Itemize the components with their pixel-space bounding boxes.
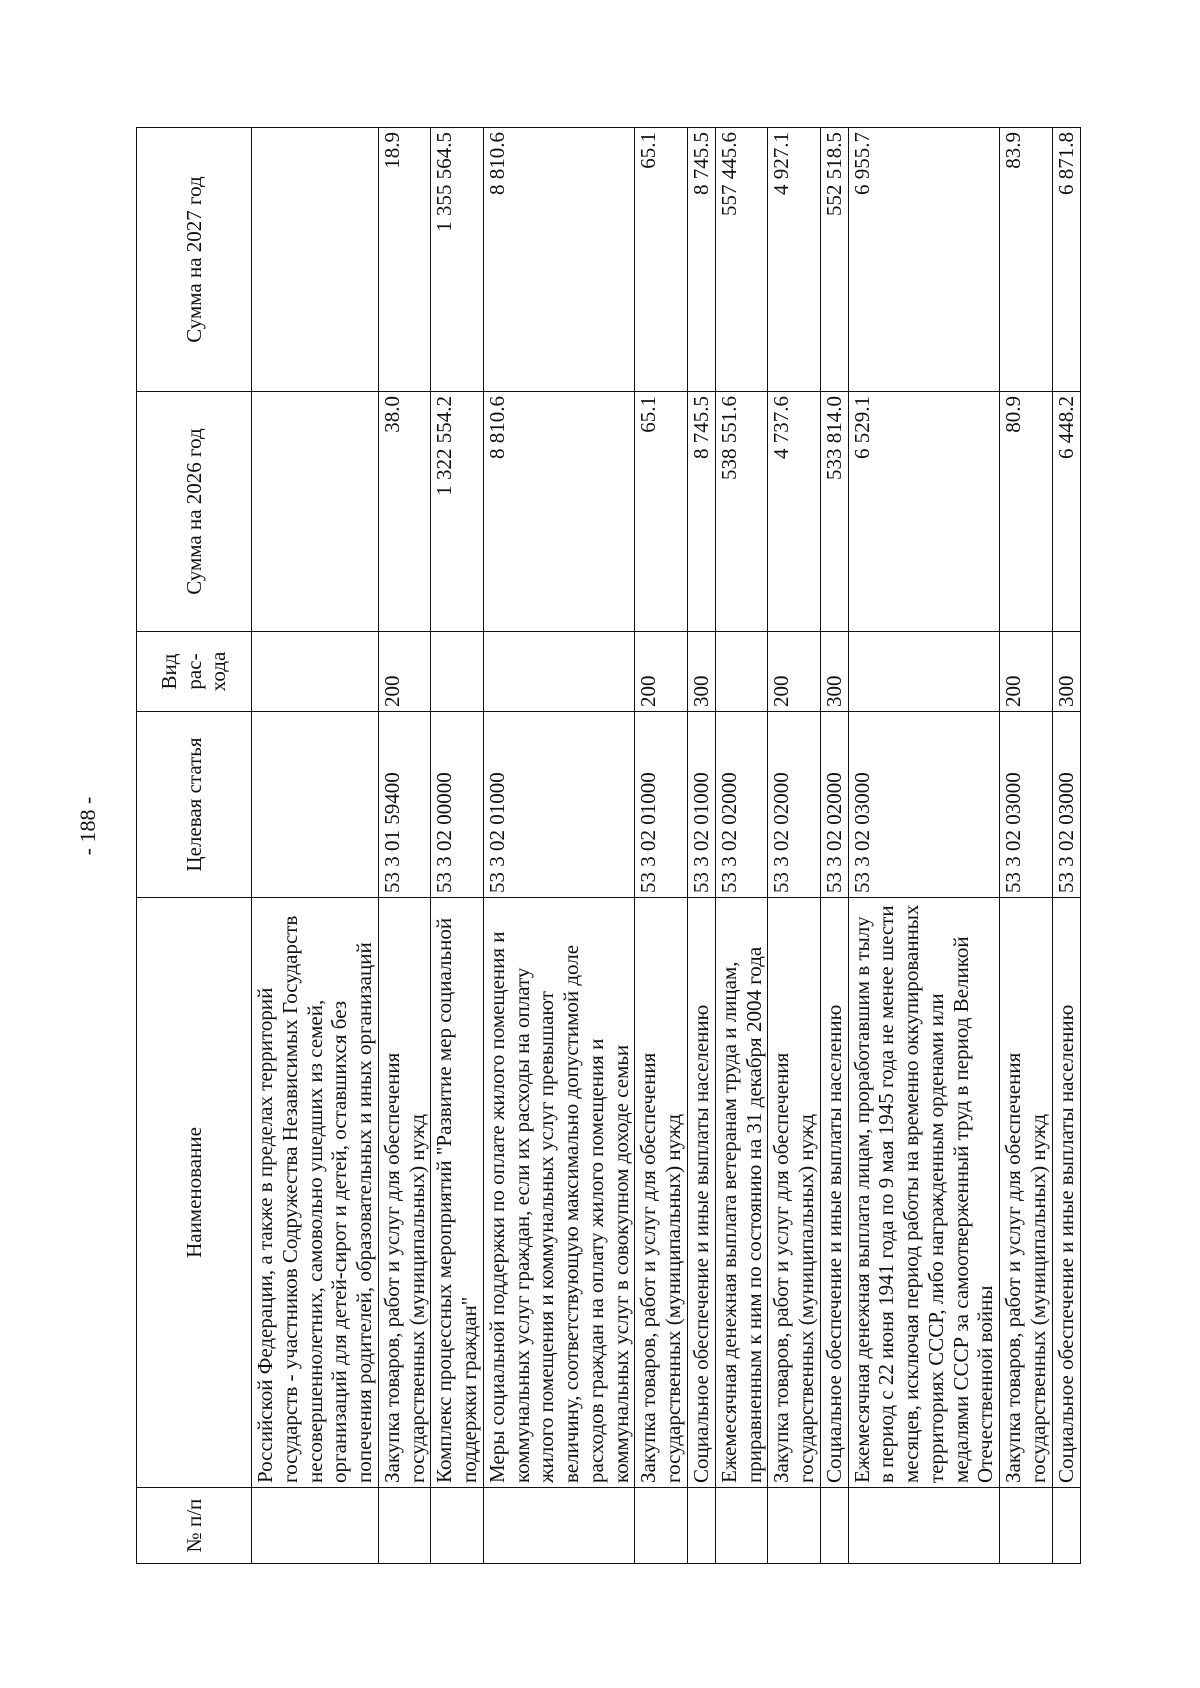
table-row	[820, 128, 848, 1564]
name-cell: Меры социальной поддержки по оплате жилого помещения и коммунальных услуг граждан, если их расходы на оплату жилого помещения и коммунальных услуг превышают величину, соответствующую максимально допустимой доле расходов граждан на оплату жилого помещения и коммунальных услуг в совокупном доходе семьи	[483, 898, 635, 1488]
sum-2026-cell: 8 810.6	[483, 392, 635, 632]
table-row	[1052, 128, 1080, 1564]
expense-type-cell: 200	[1000, 632, 1053, 712]
name-cell: Закупка товаров, работ и услуг для обеспечения государственных (муниципальных) нужд	[768, 898, 821, 1488]
expense-type-cell	[431, 632, 484, 712]
table-row	[635, 128, 688, 1564]
table-row	[848, 128, 1000, 1564]
sum-2027-cell: 552 518.5	[820, 128, 848, 392]
row-number-cell	[820, 1488, 848, 1564]
table-row	[715, 128, 768, 1564]
row-number-cell	[252, 1488, 379, 1564]
name-cell: Ежемесячная денежная выплата лицам, проработавшим в тылу в период с 22 июня 1941 года по 9 мая 1945 года не менее шести месяцев, исключая период работы на временно оккупированных территориях СССР, либо награжденным орденами или медалями СССР за самоотверженный труд в период Великой Отечественной войны	[848, 898, 1000, 1488]
sum-2027-cell: 557 445.6	[715, 128, 768, 392]
header-sum-2027: Сумма на 2027 год	[137, 128, 252, 392]
header-number: № п/п	[137, 1488, 252, 1564]
sum-2026-cell: 4 737.6	[768, 392, 821, 632]
expense-type-cell: 200	[378, 632, 431, 712]
name-cell: Социальное обеспечение и иные выплаты населению	[1052, 898, 1080, 1488]
sum-2026-cell: 533 814.0	[820, 392, 848, 632]
sum-2027-cell: 6 871.8	[1052, 128, 1080, 392]
header-sum-2026: Сумма на 2026 год	[137, 392, 252, 632]
target-article-cell	[252, 712, 379, 898]
row-number-cell	[715, 1488, 768, 1564]
name-cell: Социальное обеспечение и иные выплаты населению	[820, 898, 848, 1488]
budget-table	[136, 127, 1081, 1564]
expense-type-cell: 200	[635, 632, 688, 712]
header-name: Наименование	[137, 898, 252, 1488]
target-article-cell: 53 3 02 01000	[635, 712, 688, 898]
expense-type-cell	[483, 632, 635, 712]
target-article-cell: 53 3 02 01000	[688, 712, 716, 898]
sum-2027-cell: 6 955.7	[848, 128, 1000, 392]
row-number-cell	[1052, 1488, 1080, 1564]
page-number: - 188 -	[75, 796, 100, 856]
header-target-article: Целевая статья	[137, 712, 252, 898]
sum-2027-cell: 4 927.1	[768, 128, 821, 392]
expense-type-cell: 200	[768, 632, 821, 712]
sum-2026-cell: 8 745.5	[688, 392, 716, 632]
sum-2027-cell: 65.1	[635, 128, 688, 392]
name-cell: Ежемесячная денежная выплата ветеранам труда и лицам, приравненным к ним по состоянию на 31 декабря 2004 года	[715, 898, 768, 1488]
name-cell: Закупка товаров, работ и услуг для обеспечения государственных (муниципальных) нужд	[378, 898, 431, 1488]
expense-type-cell	[848, 632, 1000, 712]
target-article-cell: 53 3 02 02000	[820, 712, 848, 898]
target-article-cell: 53 3 02 02000	[768, 712, 821, 898]
sum-2026-cell: 38.0	[378, 392, 431, 632]
sum-2026-cell: 538 551.6	[715, 392, 768, 632]
expense-type-cell	[252, 632, 379, 712]
row-number-cell	[1000, 1488, 1053, 1564]
name-cell: Российской Федерации, а также в пределах территорий государств - участников Содружества Независимых Государств несовершеннолетних, самовольно ушедших из семей, организаций для детей-сирот и детей, оставшихся без попечения родителей, образовательных и иных организаций	[252, 898, 379, 1488]
target-article-cell: 53 3 02 00000	[431, 712, 484, 898]
rotated-page-content	[136, 128, 1078, 1564]
name-cell: Социальное обеспечение и иные выплаты населению	[688, 898, 716, 1488]
sum-2027-cell: 1 355 564.5	[431, 128, 484, 392]
row-number-cell	[431, 1488, 484, 1564]
table-header-row	[137, 128, 252, 1564]
sum-2026-cell: 1 322 554.2	[431, 392, 484, 632]
sum-2027-cell: 83.9	[1000, 128, 1053, 392]
sum-2026-cell: 6 448.2	[1052, 392, 1080, 632]
sum-2026-cell	[252, 392, 379, 632]
table-row	[483, 128, 635, 1564]
expense-type-cell: 300	[1052, 632, 1080, 712]
sum-2026-cell: 6 529.1	[848, 392, 1000, 632]
row-number-cell	[483, 1488, 635, 1564]
table-row	[1000, 128, 1053, 1564]
sum-2027-cell: 8 810.6	[483, 128, 635, 392]
row-number-cell	[768, 1488, 821, 1564]
table-row	[431, 128, 484, 1564]
target-article-cell: 53 3 01 59400	[378, 712, 431, 898]
sum-2027-cell: 18.9	[378, 128, 431, 392]
sum-2027-cell	[252, 128, 379, 392]
row-number-cell	[688, 1488, 716, 1564]
expense-type-cell: 300	[820, 632, 848, 712]
table-row	[768, 128, 821, 1564]
sum-2026-cell: 65.1	[635, 392, 688, 632]
expense-type-cell	[715, 632, 768, 712]
row-number-cell	[635, 1488, 688, 1564]
target-article-cell: 53 3 02 01000	[483, 712, 635, 898]
row-number-cell	[378, 1488, 431, 1564]
target-article-cell: 53 3 02 03000	[1052, 712, 1080, 898]
row-number-cell	[848, 1488, 1000, 1564]
table-row	[688, 128, 716, 1564]
name-cell: Комплекс процессных мероприятий "Развитие мер социальной поддержки граждан"	[431, 898, 484, 1488]
sum-2026-cell: 80.9	[1000, 392, 1053, 632]
sum-2027-cell: 8 745.5	[688, 128, 716, 392]
table-row	[252, 128, 379, 1564]
header-expense-type: Вид рас-хода	[137, 632, 252, 712]
target-article-cell: 53 3 02 02000	[715, 712, 768, 898]
name-cell: Закупка товаров, работ и услуг для обеспечения государственных (муниципальных) нужд	[635, 898, 688, 1488]
target-article-cell: 53 3 02 03000	[848, 712, 1000, 898]
name-cell: Закупка товаров, работ и услуг для обеспечения государственных (муниципальных) нужд	[1000, 898, 1053, 1488]
target-article-cell: 53 3 02 03000	[1000, 712, 1053, 898]
table-row	[378, 128, 431, 1564]
expense-type-cell: 300	[688, 632, 716, 712]
